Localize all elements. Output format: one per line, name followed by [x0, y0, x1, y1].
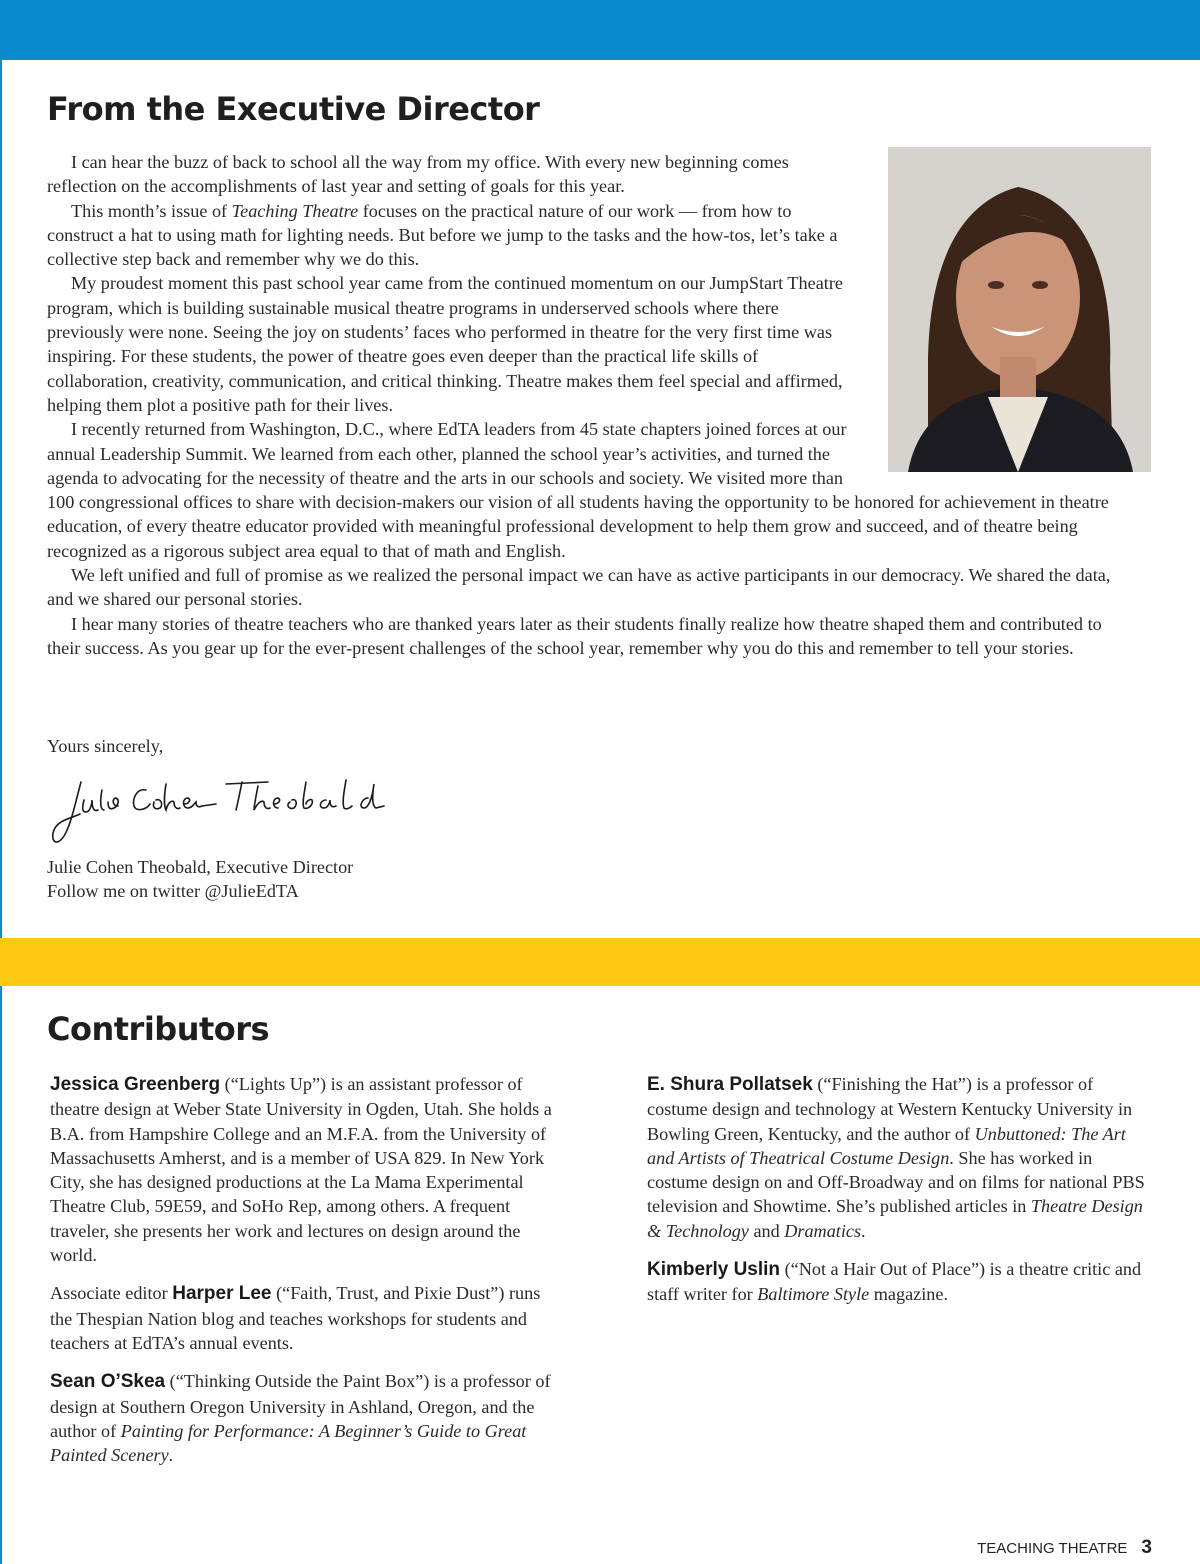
letter-paragraph: We left unified and full of promise as we realized the personal impact we can have as active participants in our democracy. We shared the data, and we shared our personal stories.: [47, 565, 1111, 610]
contributor-bio: [50, 1281, 560, 1355]
contributor-text: (“Finishing the Hat”) is a professor of costume design and technology at Western Kentucky University in Bowling Green, Kentucky, and the author of: [647, 1074, 1133, 1144]
contributor-text: . She has worked in costume design on and Off-Broadway and on films for national PBS television and Showtime. She’s published articles in: [647, 1147, 1145, 1217]
contributor-text: (“Faith, Trust, and Pixie Dust”) runs the Thespian Nation blog and teaches workshops for students and teachers at EdTA’s annual events.: [50, 1283, 541, 1353]
contributor-text: (“Lights Up”) is an assistant professor of theatre design at Weber State University in Ogden, Utah. She holds a B.A. from Hampshire College and an M.F.A. from the University of Massachusetts Amherst, and is a member of USA 829. In New York City, she has designed productions at the La Mama Experimental Theatre Club, 59E59, and SoHo Rep, among others. A frequent traveler, she presents her work and lectures on design around the world.: [50, 1074, 552, 1266]
publication-title: Dramatics: [784, 1220, 862, 1241]
contributor-text: (“Thinking Outside the Paint Box”) is a professor of design at Southern Oregon University in Ashland, Oregon, and the author of: [50, 1371, 551, 1441]
contributor-text: magazine.: [869, 1284, 949, 1305]
letter-paragraph: I recently returned from Washington, D.C., where EdTA leaders from 45 state chapters joined forces at our annual Leadership Summit. We learned from each other, planned the school year’s activities, and turned the agenda to advocating for the necessity of theatre and the arts in our schools and society. We visited more than 100 congressional offices to share with decision-makers our vision of all students having the opportunity to be honored for achievement in theatre education, of every theatre educator provided with meaningful professional development to help them grow and succeed, and of theatre being recognized as a rigorous subject area equal to that of math and English.: [47, 419, 1109, 561]
twitter-handle: Follow me on twitter @JulieEdTA: [47, 881, 299, 902]
letter-paragraph: I can hear the buzz of back to school all the way from my office. With every new beginning comes reflection on the accomplishments of last year and setting of goals for this year.: [47, 152, 789, 197]
publication-label: TEACHING THEATRE: [977, 1540, 1128, 1557]
contributor-text: and: [748, 1220, 785, 1241]
signer-name-title: Julie Cohen Theobald, Executive Director: [47, 857, 354, 877]
contributors-heading: Contributors: [47, 1010, 270, 1048]
director-letter-body: [47, 150, 1137, 660]
signature-block: [47, 855, 353, 904]
contributor-bio: [50, 1072, 560, 1267]
contributor-text: (“Not a Hair Out of Place”) is a theatre critic and staff writer for: [647, 1259, 1142, 1305]
contributor-name: Sean O’Skea: [50, 1371, 166, 1393]
closing-line: Yours sincerely,: [47, 736, 164, 756]
director-heading: From the Executive Director: [47, 90, 540, 128]
book-title: Painting for Performance: A Beginner’s Guide to Great Painted Scenery: [50, 1420, 527, 1466]
portrait-wrap-space: [855, 150, 1137, 470]
letter-text: focuses on the practical nature of our work — from how to construct a hat to using math for lighting needs. But before we jump to the tasks and the how-tos, let’s take a collective step back and remember why we do this.: [47, 200, 838, 270]
contributor-bio: [50, 1369, 560, 1467]
left-edge-rule: [0, 60, 2, 1564]
yellow-divider-band: [0, 938, 1200, 986]
contributor-name: E. Shura Pollatsek: [647, 1074, 813, 1095]
top-color-band: [0, 0, 1200, 60]
letter-text: This month’s issue of: [71, 200, 232, 221]
contributor-text: Associate editor: [50, 1283, 173, 1304]
publication-title: Baltimore Style: [757, 1284, 870, 1305]
letter-paragraph: My proudest moment this past school year came from the continued momentum on our JumpStart Theatre program, which is building sustainable musical theatre programs in underserved schools where there previously were none. Seeing the joy on students’ faces who performed in theatre for the very first time was inspiring. For these students, the power of theatre goes even deeper than the practical life skills of collaboration, creativity, communication, and critical thinking. Theatre makes them feel special and affirmed, helping them plot a positive path for their lives.: [47, 273, 843, 415]
page-footer: [977, 1537, 1152, 1559]
contributors-left-column: [50, 1072, 560, 1481]
contributor-text: .: [168, 1445, 174, 1466]
contributors-right-column: [647, 1072, 1147, 1321]
publication-title: Theatre Design & Technology: [647, 1196, 1143, 1241]
book-title: Unbuttoned: The Art and Artists of Theatrical Costume Design: [647, 1123, 1126, 1168]
contributor-bio: [647, 1072, 1147, 1243]
page-number: 3: [1141, 1537, 1152, 1558]
magazine-title: Teaching Theatre: [231, 200, 359, 221]
letter-paragraph: I hear many stories of theatre teachers who are thanked years later as their students finally realize how theatre shaped them and contributed to their success. As you gear up for the ever-present challenges of the school year, remember why you do this and remember to tell your stories.: [47, 613, 1102, 658]
contributor-bio: [647, 1257, 1147, 1307]
contributor-name: Jessica Greenberg: [50, 1074, 221, 1095]
contributor-text: .: [861, 1220, 866, 1241]
contributor-name: Harper Lee: [172, 1283, 272, 1305]
contributor-name: Kimberly Uslin: [647, 1259, 781, 1281]
handwritten-signature: [46, 770, 386, 850]
